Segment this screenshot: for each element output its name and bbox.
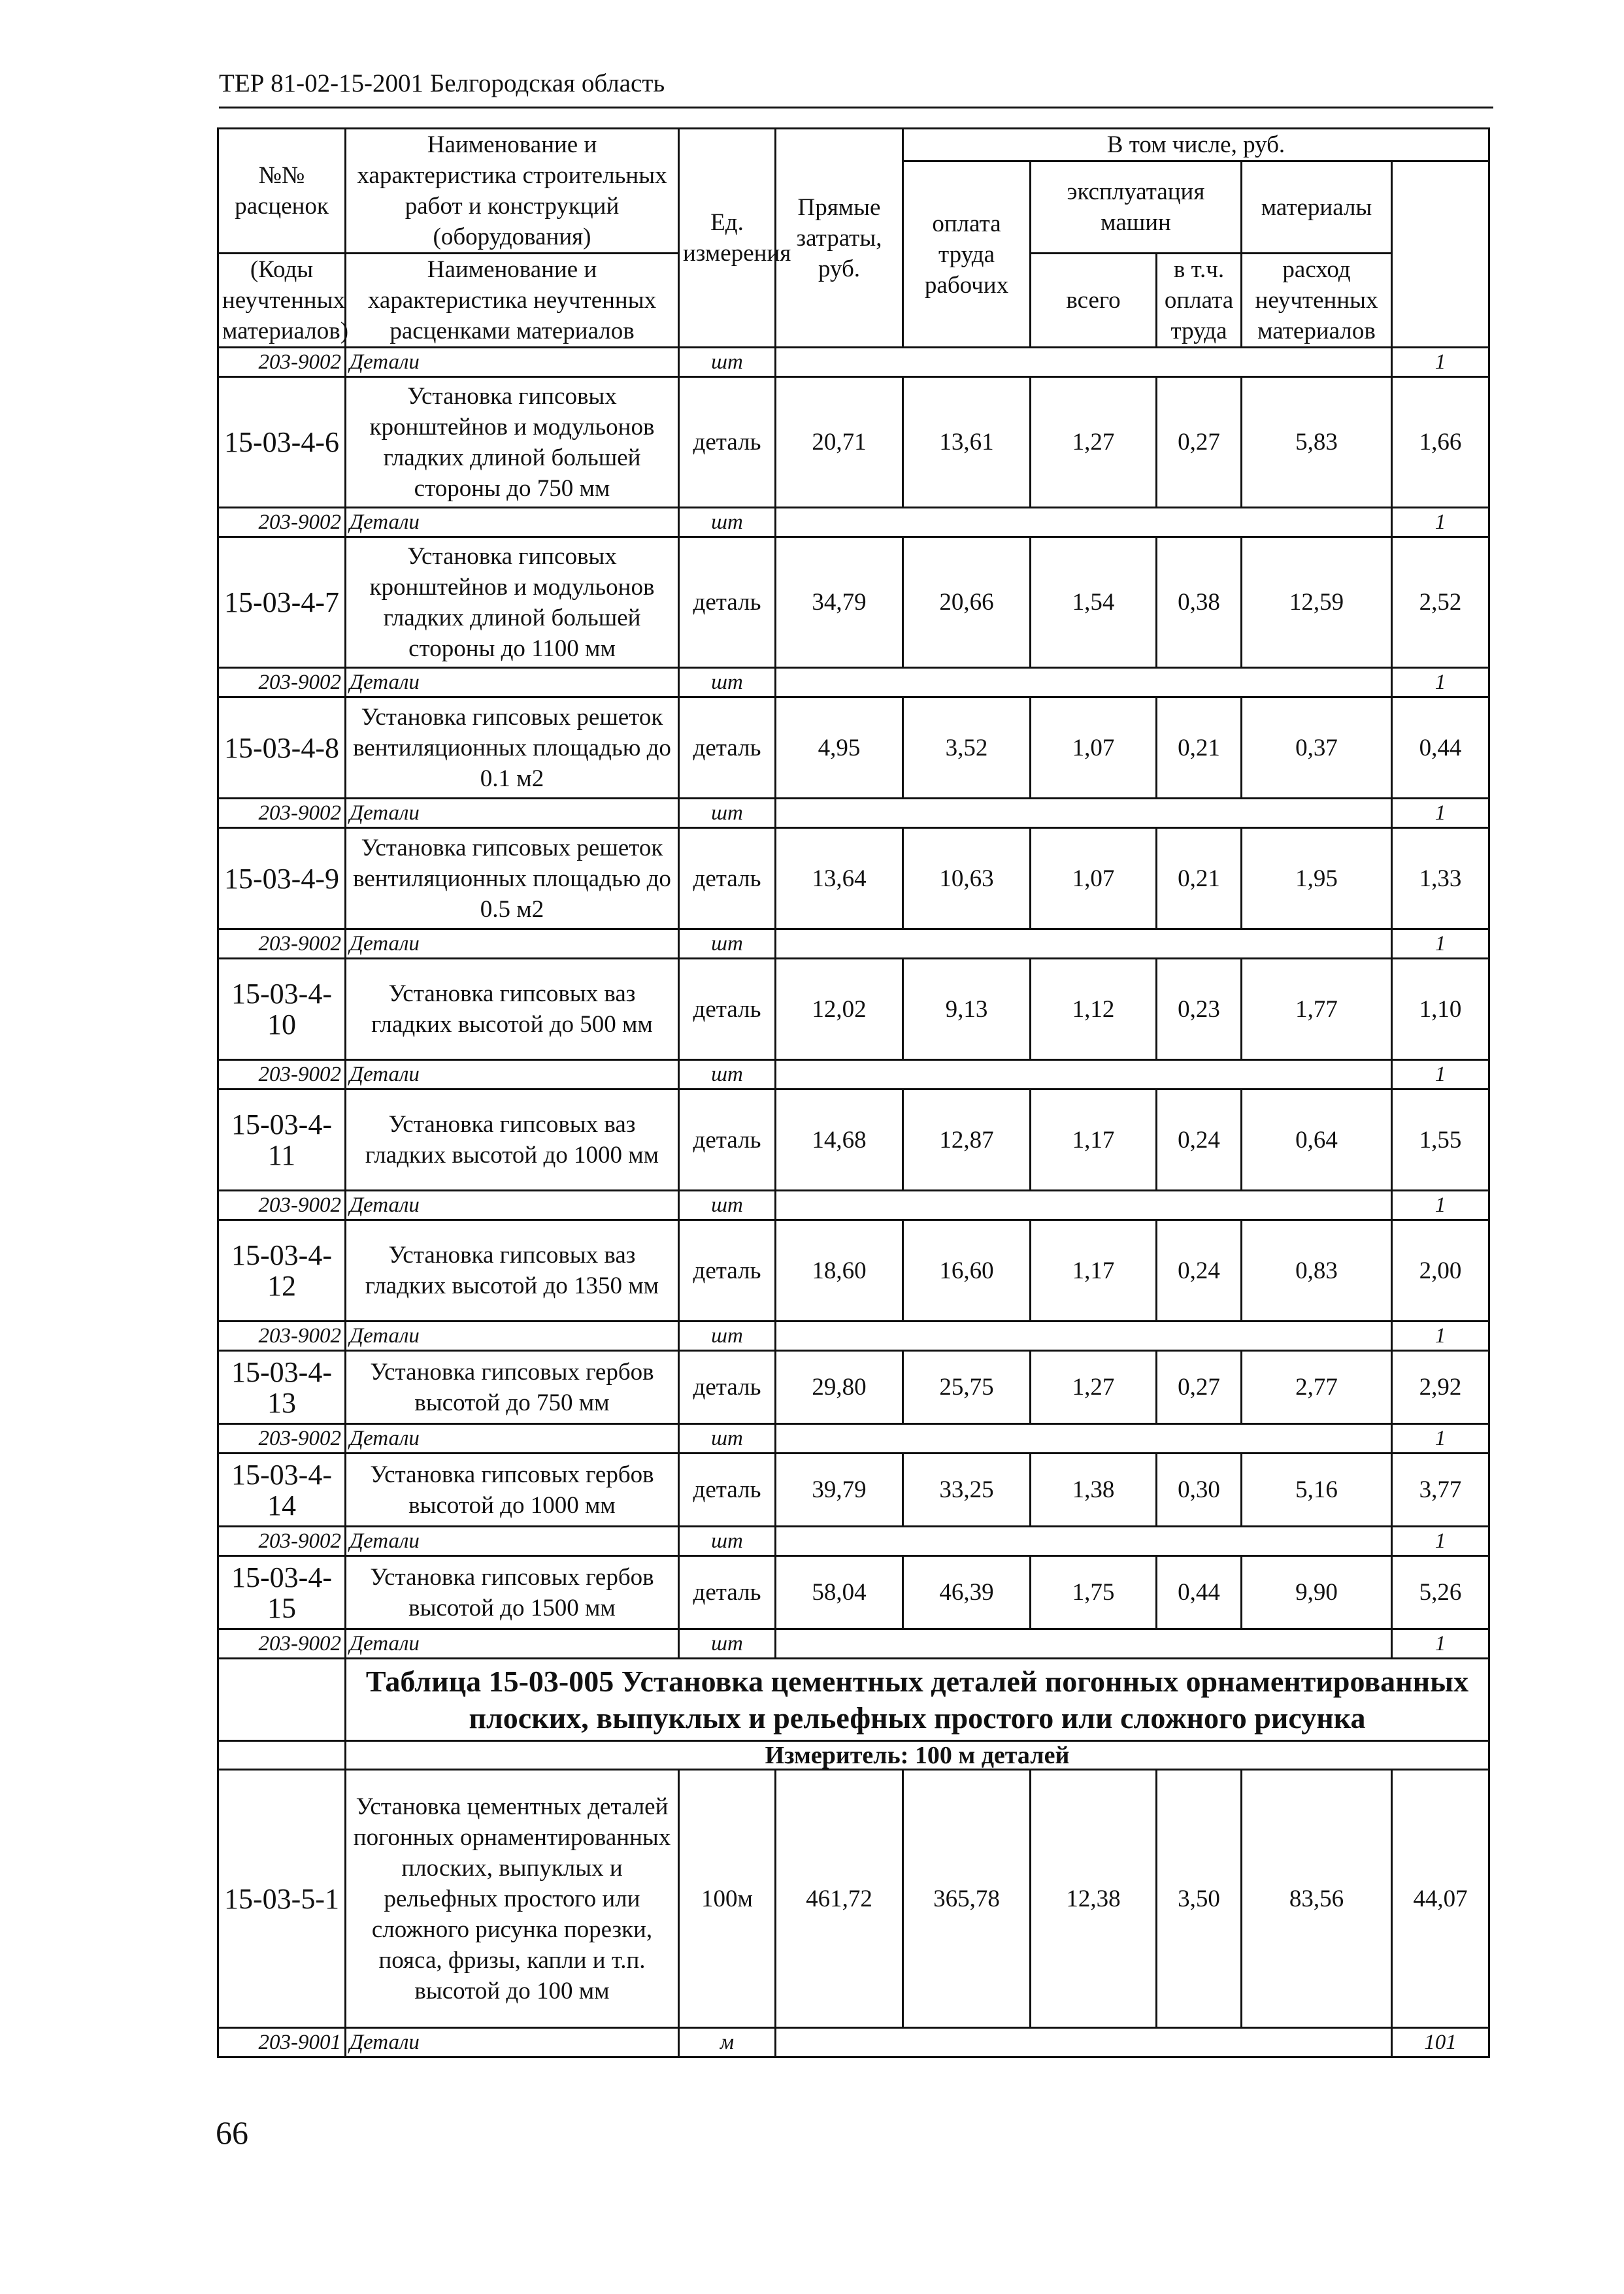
material-qty: 1: [1392, 668, 1489, 697]
col-machines-total-header: всего: [1031, 254, 1157, 348]
rate-labor: 44,07: [1392, 1770, 1489, 2028]
material-unit: шт: [679, 1527, 776, 1556]
rate-unit: деталь: [679, 1556, 776, 1629]
rate-materials: 1,77: [1242, 959, 1392, 1060]
rate-labor: 2,92: [1392, 1351, 1489, 1424]
header-rule: [219, 107, 1493, 108]
rate-labor: 5,26: [1392, 1556, 1489, 1629]
material-name: Детали: [346, 2028, 679, 2057]
rate-code: 15-03-4-8: [218, 697, 346, 799]
material-qty: 1: [1392, 799, 1489, 828]
rate-row: [218, 959, 1489, 1060]
rate-materials: 5,16: [1242, 1454, 1392, 1527]
material-unit: шт: [679, 1060, 776, 1089]
rate-unit: деталь: [679, 1454, 776, 1527]
col-code-sub-header: (Коды неучтенных материалов): [218, 254, 346, 348]
rate-name: Установка гипсовых решеток вентиляционных площадью до 0.5 м2: [346, 828, 679, 929]
material-qty: 1: [1392, 1060, 1489, 1089]
rate-direct: 461,72: [776, 1770, 903, 2028]
material-name: Детали: [346, 799, 679, 828]
rate-unit: деталь: [679, 1351, 776, 1424]
material-qty: 1: [1392, 929, 1489, 959]
section-row: [218, 1659, 1489, 1741]
rate-direct: 34,79: [776, 537, 903, 668]
material-spacer: [776, 1191, 1392, 1220]
material-name: Детали: [346, 929, 679, 959]
rate-row: [218, 828, 1489, 929]
meter-code-blank: [218, 1741, 346, 1770]
rate-row: [218, 377, 1489, 508]
material-spacer: [776, 508, 1392, 537]
rate-code: 15-03-4-10: [218, 959, 346, 1060]
rate-labor: 2,52: [1392, 537, 1489, 668]
rate-machines-wage: 0,24: [1157, 1089, 1242, 1191]
material-qty: 101: [1392, 2028, 1489, 2057]
rate-code: 15-03-4-7: [218, 537, 346, 668]
rate-wage: 20,66: [903, 537, 1031, 668]
rate-direct: 29,80: [776, 1351, 903, 1424]
rate-machines: 1,17: [1031, 1089, 1157, 1191]
rate-name: Установка гипсовых гербов высотой до 1500 мм: [346, 1556, 679, 1629]
rate-code: 15-03-4-9: [218, 828, 346, 929]
col-name-header: Наименование и характеристика строительных работ и конструкций (оборудования): [346, 129, 679, 254]
material-name: Детали: [346, 1629, 679, 1659]
material-code: 203-9002: [218, 799, 346, 828]
rate-machines-wage: 3,50: [1157, 1770, 1242, 2028]
material-name: Детали: [346, 348, 679, 377]
rate-code: 15-03-4-13: [218, 1351, 346, 1424]
material-row: [218, 929, 1489, 959]
material-row: [218, 1191, 1489, 1220]
material-qty: 1: [1392, 1322, 1489, 1351]
material-code: 203-9002: [218, 1060, 346, 1089]
rate-row: [218, 1770, 1489, 2028]
section-title: Таблица 15-03-005 Установка цементных деталей погонных орнаментированных плоских, выпуклых и рельефных простого или сложного рисунка: [346, 1659, 1489, 1741]
rate-labor: 0,44: [1392, 697, 1489, 799]
rate-wage: 13,61: [903, 377, 1031, 508]
material-unit: шт: [679, 1191, 776, 1220]
col-incl-header: В том числе, руб.: [903, 129, 1489, 161]
rate-machines-wage: 0,21: [1157, 828, 1242, 929]
material-spacer: [776, 799, 1392, 828]
material-row: [218, 348, 1489, 377]
material-name: Детали: [346, 1191, 679, 1220]
material-qty: 1: [1392, 1527, 1489, 1556]
rate-materials: 5,83: [1242, 377, 1392, 508]
rate-materials: 0,83: [1242, 1220, 1392, 1322]
material-spacer: [776, 1424, 1392, 1454]
material-spacer: [776, 668, 1392, 697]
col-materials-sub-header: расход неучтенных материалов: [1242, 254, 1392, 348]
material-code: 203-9002: [218, 929, 346, 959]
material-row: [218, 508, 1489, 537]
rate-code: 15-03-4-6: [218, 377, 346, 508]
rate-machines-wage: 0,27: [1157, 1351, 1242, 1424]
rate-code: 15-03-4-14: [218, 1454, 346, 1527]
material-spacer: [776, 929, 1392, 959]
rate-unit: деталь: [679, 1220, 776, 1322]
rate-wage: 12,87: [903, 1089, 1031, 1191]
material-qty: 1: [1392, 348, 1489, 377]
material-unit: шт: [679, 1424, 776, 1454]
material-spacer: [776, 2028, 1392, 2057]
material-code: 203-9002: [218, 1322, 346, 1351]
rates-table: [217, 127, 1490, 2058]
col-materials-header: материалы: [1242, 161, 1392, 254]
rate-code: 15-03-4-11: [218, 1089, 346, 1191]
rate-labor: 1,66: [1392, 377, 1489, 508]
rate-name: Установка гипсовых кронштейнов и модульонов гладких длиной большей стороны до 1100 мм: [346, 537, 679, 668]
rate-row: [218, 1351, 1489, 1424]
rate-labor: 1,33: [1392, 828, 1489, 929]
rate-name: Установка гипсовых решеток вентиляционных площадью до 0.1 м2: [346, 697, 679, 799]
rate-unit: деталь: [679, 959, 776, 1060]
rate-materials: 2,77: [1242, 1351, 1392, 1424]
material-unit: шт: [679, 1322, 776, 1351]
material-code: 203-9002: [218, 1424, 346, 1454]
rate-machines-wage: 0,23: [1157, 959, 1242, 1060]
rate-labor: 2,00: [1392, 1220, 1489, 1322]
rate-name: Установка гипсовых ваз гладких высотой до 500 мм: [346, 959, 679, 1060]
rate-machines: 1,27: [1031, 1351, 1157, 1424]
material-spacer: [776, 1060, 1392, 1089]
col-code-header: №№ расценок: [218, 129, 346, 254]
material-code: 203-9001: [218, 2028, 346, 2057]
meter-row: [218, 1741, 1489, 1770]
material-qty: 1: [1392, 508, 1489, 537]
page-number: 66: [216, 2114, 248, 2151]
material-row: [218, 1527, 1489, 1556]
material-unit: шт: [679, 668, 776, 697]
rate-machines: 1,07: [1031, 828, 1157, 929]
rate-direct: 58,04: [776, 1556, 903, 1629]
rate-labor: 3,77: [1392, 1454, 1489, 1527]
rate-direct: 4,95: [776, 697, 903, 799]
rate-unit: деталь: [679, 1089, 776, 1191]
rate-machines-wage: 0,27: [1157, 377, 1242, 508]
rate-name: Установка гипсовых кронштейнов и модульонов гладких длиной большей стороны до 750 мм: [346, 377, 679, 508]
rate-machines: 1,38: [1031, 1454, 1157, 1527]
rate-machines-wage: 0,38: [1157, 537, 1242, 668]
rate-direct: 12,02: [776, 959, 903, 1060]
material-code: 203-9002: [218, 1629, 346, 1659]
material-spacer: [776, 348, 1392, 377]
rate-materials: 9,90: [1242, 1556, 1392, 1629]
material-qty: 1: [1392, 1629, 1489, 1659]
rate-materials: 0,37: [1242, 697, 1392, 799]
material-row: [218, 1060, 1489, 1089]
rate-row: [218, 1454, 1489, 1527]
rate-wage: 25,75: [903, 1351, 1031, 1424]
rate-labor: 1,55: [1392, 1089, 1489, 1191]
material-spacer: [776, 1527, 1392, 1556]
rate-materials: 1,95: [1242, 828, 1392, 929]
section-code-blank: [218, 1659, 346, 1741]
material-unit: шт: [679, 348, 776, 377]
rate-materials: 12,59: [1242, 537, 1392, 668]
material-code: 203-9002: [218, 508, 346, 537]
rate-wage: 33,25: [903, 1454, 1031, 1527]
material-code: 203-9002: [218, 348, 346, 377]
rate-wage: 9,13: [903, 959, 1031, 1060]
material-row: [218, 1322, 1489, 1351]
rate-direct: 18,60: [776, 1220, 903, 1322]
rate-row: [218, 1220, 1489, 1322]
rate-labor: 1,10: [1392, 959, 1489, 1060]
col-unit-header: Ед. измерения: [679, 129, 776, 348]
material-unit: шт: [679, 799, 776, 828]
rate-machines-wage: 0,30: [1157, 1454, 1242, 1527]
material-unit: шт: [679, 929, 776, 959]
rate-wage: 365,78: [903, 1770, 1031, 2028]
material-code: 203-9002: [218, 1527, 346, 1556]
meter-label: Измеритель: 100 м деталей: [346, 1741, 1489, 1770]
col-machines-header: эксплуатация машин: [1031, 161, 1242, 254]
rate-machines: 1,12: [1031, 959, 1157, 1060]
material-unit: м: [679, 2028, 776, 2057]
rate-machines: 1,07: [1031, 697, 1157, 799]
rate-name: Установка цементных деталей погонных орнаментированных плоских, выпуклых и рельефных простого или сложного рисунка порезки, пояса, фризы, капли и т.п. высотой до 100 мм: [346, 1770, 679, 2028]
rate-name: Установка гипсовых гербов высотой до 750 мм: [346, 1351, 679, 1424]
material-name: Детали: [346, 1060, 679, 1089]
material-row: [218, 2028, 1489, 2057]
rate-unit: деталь: [679, 377, 776, 508]
rate-row: [218, 1556, 1489, 1629]
rate-direct: 39,79: [776, 1454, 903, 1527]
material-row: [218, 668, 1489, 697]
rate-machines: 1,75: [1031, 1556, 1157, 1629]
rate-direct: 13,64: [776, 828, 903, 929]
rate-wage: 16,60: [903, 1220, 1031, 1322]
rate-machines-wage: 0,44: [1157, 1556, 1242, 1629]
rate-unit: 100м: [679, 1770, 776, 2028]
rate-code: 15-03-4-15: [218, 1556, 346, 1629]
material-code: 203-9002: [218, 668, 346, 697]
material-code: 203-9002: [218, 1191, 346, 1220]
rate-wage: 46,39: [903, 1556, 1031, 1629]
material-row: [218, 1629, 1489, 1659]
rate-unit: деталь: [679, 828, 776, 929]
rate-direct: 20,71: [776, 377, 903, 508]
rate-materials: 83,56: [1242, 1770, 1392, 2028]
rate-materials: 0,64: [1242, 1089, 1392, 1191]
material-unit: шт: [679, 508, 776, 537]
material-row: [218, 1424, 1489, 1454]
col-wage-header: оплата труда рабочих: [903, 161, 1031, 348]
material-row: [218, 799, 1489, 828]
material-name: Детали: [346, 1527, 679, 1556]
material-name: Детали: [346, 508, 679, 537]
col-name-sub-header: Наименование и характеристика неучтенных расценками материалов: [346, 254, 679, 348]
page-header: ТЕР 81-02-15-2001 Белгородская область: [219, 69, 665, 97]
rate-row: [218, 1089, 1489, 1191]
material-unit: шт: [679, 1629, 776, 1659]
material-qty: 1: [1392, 1191, 1489, 1220]
rate-unit: деталь: [679, 697, 776, 799]
rate-row: [218, 537, 1489, 668]
rate-direct: 14,68: [776, 1089, 903, 1191]
rate-machines: 1,54: [1031, 537, 1157, 668]
rate-wage: 10,63: [903, 828, 1031, 929]
rate-machines: 1,27: [1031, 377, 1157, 508]
material-qty: 1: [1392, 1424, 1489, 1454]
rate-code: 15-03-5-1: [218, 1770, 346, 2028]
rate-code: 15-03-4-12: [218, 1220, 346, 1322]
material-name: Детали: [346, 1424, 679, 1454]
col-direct-header: Прямые затраты, руб.: [776, 129, 903, 348]
rate-machines-wage: 0,21: [1157, 697, 1242, 799]
material-spacer: [776, 1322, 1392, 1351]
col-machines-wage-header: в т.ч. оплата труда: [1157, 254, 1242, 348]
rate-row: [218, 697, 1489, 799]
rate-wage: 3,52: [903, 697, 1031, 799]
rate-machines: 12,38: [1031, 1770, 1157, 2028]
material-spacer: [776, 1629, 1392, 1659]
rate-unit: деталь: [679, 537, 776, 668]
rate-machines-wage: 0,24: [1157, 1220, 1242, 1322]
rate-name: Установка гипсовых ваз гладких высотой до 1350 мм: [346, 1220, 679, 1322]
rate-machines: 1,17: [1031, 1220, 1157, 1322]
rate-name: Установка гипсовых ваз гладких высотой до 1000 мм: [346, 1089, 679, 1191]
material-name: Детали: [346, 668, 679, 697]
material-name: Детали: [346, 1322, 679, 1351]
rate-name: Установка гипсовых гербов высотой до 1000 мм: [346, 1454, 679, 1527]
